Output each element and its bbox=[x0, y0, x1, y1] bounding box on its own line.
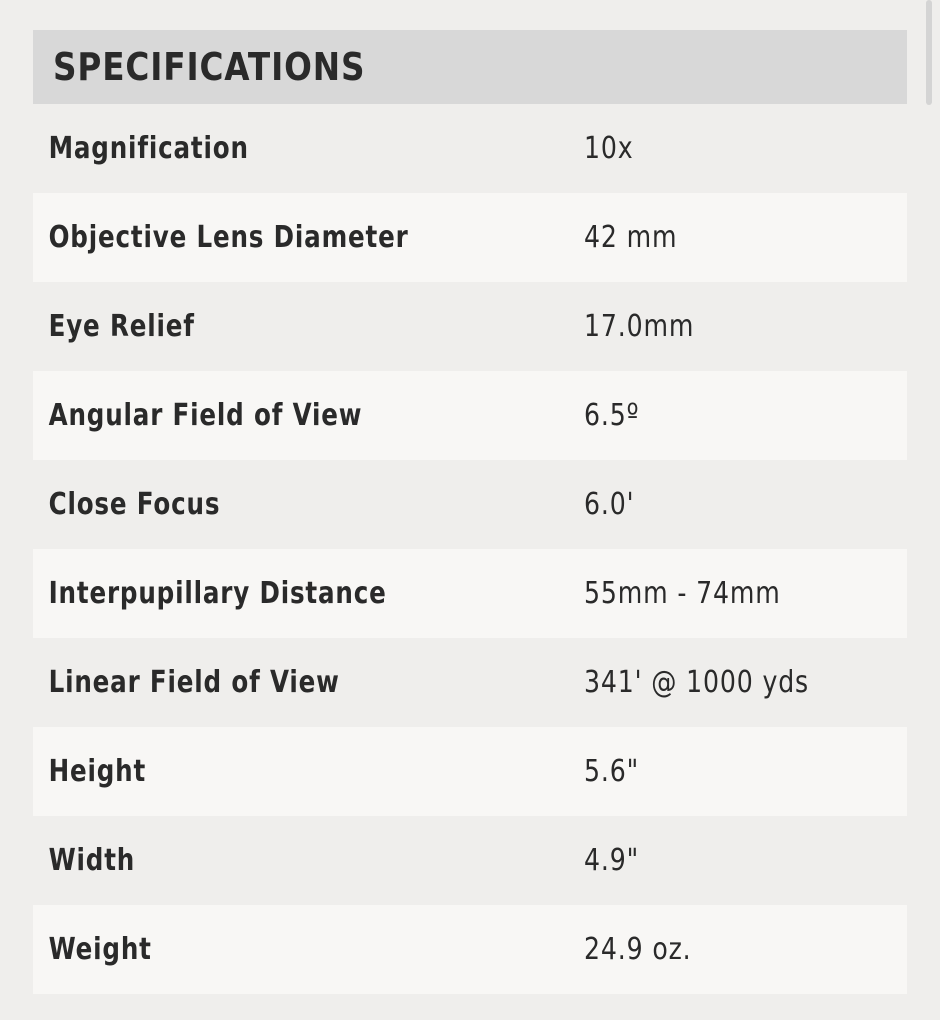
spec-value: 42 mm bbox=[584, 220, 678, 255]
spec-value: 17.0mm bbox=[584, 309, 695, 344]
spec-row-linear-field-of-view bbox=[33, 638, 907, 727]
spec-label: Eye Relief bbox=[48, 309, 195, 344]
spec-value: 5.6" bbox=[584, 754, 640, 789]
spec-row-close-focus bbox=[33, 460, 907, 549]
spec-value: 55mm - 74mm bbox=[584, 576, 781, 611]
spec-label: Angular Field of View bbox=[48, 398, 363, 433]
spec-value: 6.0' bbox=[584, 487, 635, 522]
spec-row-eye-relief bbox=[33, 282, 907, 371]
spec-row-magnification bbox=[33, 104, 907, 193]
specifications-table bbox=[33, 104, 907, 994]
spec-label: Close Focus bbox=[48, 487, 221, 522]
spec-value: 10x bbox=[584, 131, 634, 166]
spec-label: Interpupillary Distance bbox=[48, 576, 387, 611]
spec-row-weight bbox=[33, 905, 907, 994]
spec-value: 341' @ 1000 yds bbox=[584, 665, 810, 700]
spec-label: Width bbox=[48, 843, 136, 878]
spec-row-angular-field-of-view bbox=[33, 371, 907, 460]
specifications-panel bbox=[33, 30, 907, 994]
spec-label: Linear Field of View bbox=[48, 665, 340, 700]
spec-row-objective-lens-diameter bbox=[33, 193, 907, 282]
spec-label: Weight bbox=[48, 932, 152, 967]
specifications-title: SPECIFICATIONS bbox=[53, 45, 366, 89]
spec-value: 6.5º bbox=[584, 398, 640, 433]
specifications-header bbox=[33, 30, 907, 104]
scrollbar[interactable] bbox=[926, 0, 932, 105]
spec-label: Height bbox=[48, 754, 147, 789]
spec-label: Magnification bbox=[48, 131, 249, 166]
spec-label: Objective Lens Diameter bbox=[48, 220, 409, 255]
spec-row-interpupillary-distance bbox=[33, 549, 907, 638]
spec-row-height bbox=[33, 727, 907, 816]
spec-value: 4.9" bbox=[584, 843, 640, 878]
spec-row-width bbox=[33, 816, 907, 905]
spec-value: 24.9 oz. bbox=[584, 932, 692, 967]
